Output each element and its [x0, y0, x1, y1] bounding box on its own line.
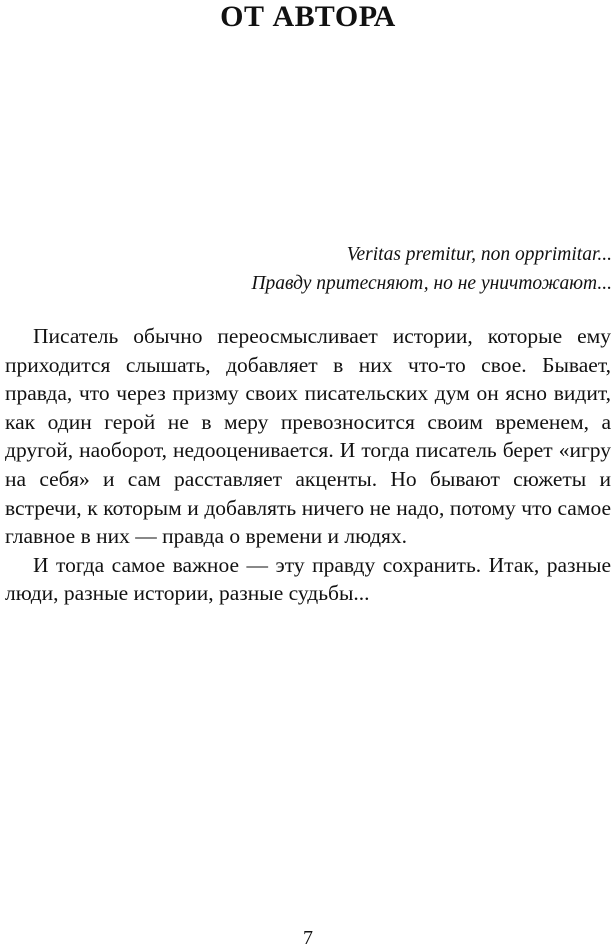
author-note-text: [5, 322, 611, 608]
paragraph-2: И тогда самое важное — эту правду сохранить. Итак, разные люди, разные истории, разные судьбы...: [5, 552, 611, 606]
paragraph-1: Писатель обычно переосмысливает истории, которые ему приходится слышать, добавляет в них что-то свое. Бывает, правда, что через призму своих писательских дум он ясно видит, как один герой не в меру превозносится своим временем, а другой, наоборот, недооценивается. И тогда писатель берет «игру на себя» и сам расставляет акценты. Но бывают сюжеты и встречи, к которым и добавлять ничего не надо, потому что самое главное в них — правда о времени и людях.: [5, 324, 611, 549]
page-title: ОТ АВТОРА: [220, 0, 396, 33]
epigraph-latin: Veritas premitur, non opprimitar...: [346, 244, 612, 265]
page-number: 7: [303, 927, 313, 949]
epigraph: [52, 240, 612, 298]
epigraph-translation: Правду притесняют, но не уничтожают...: [251, 273, 612, 294]
